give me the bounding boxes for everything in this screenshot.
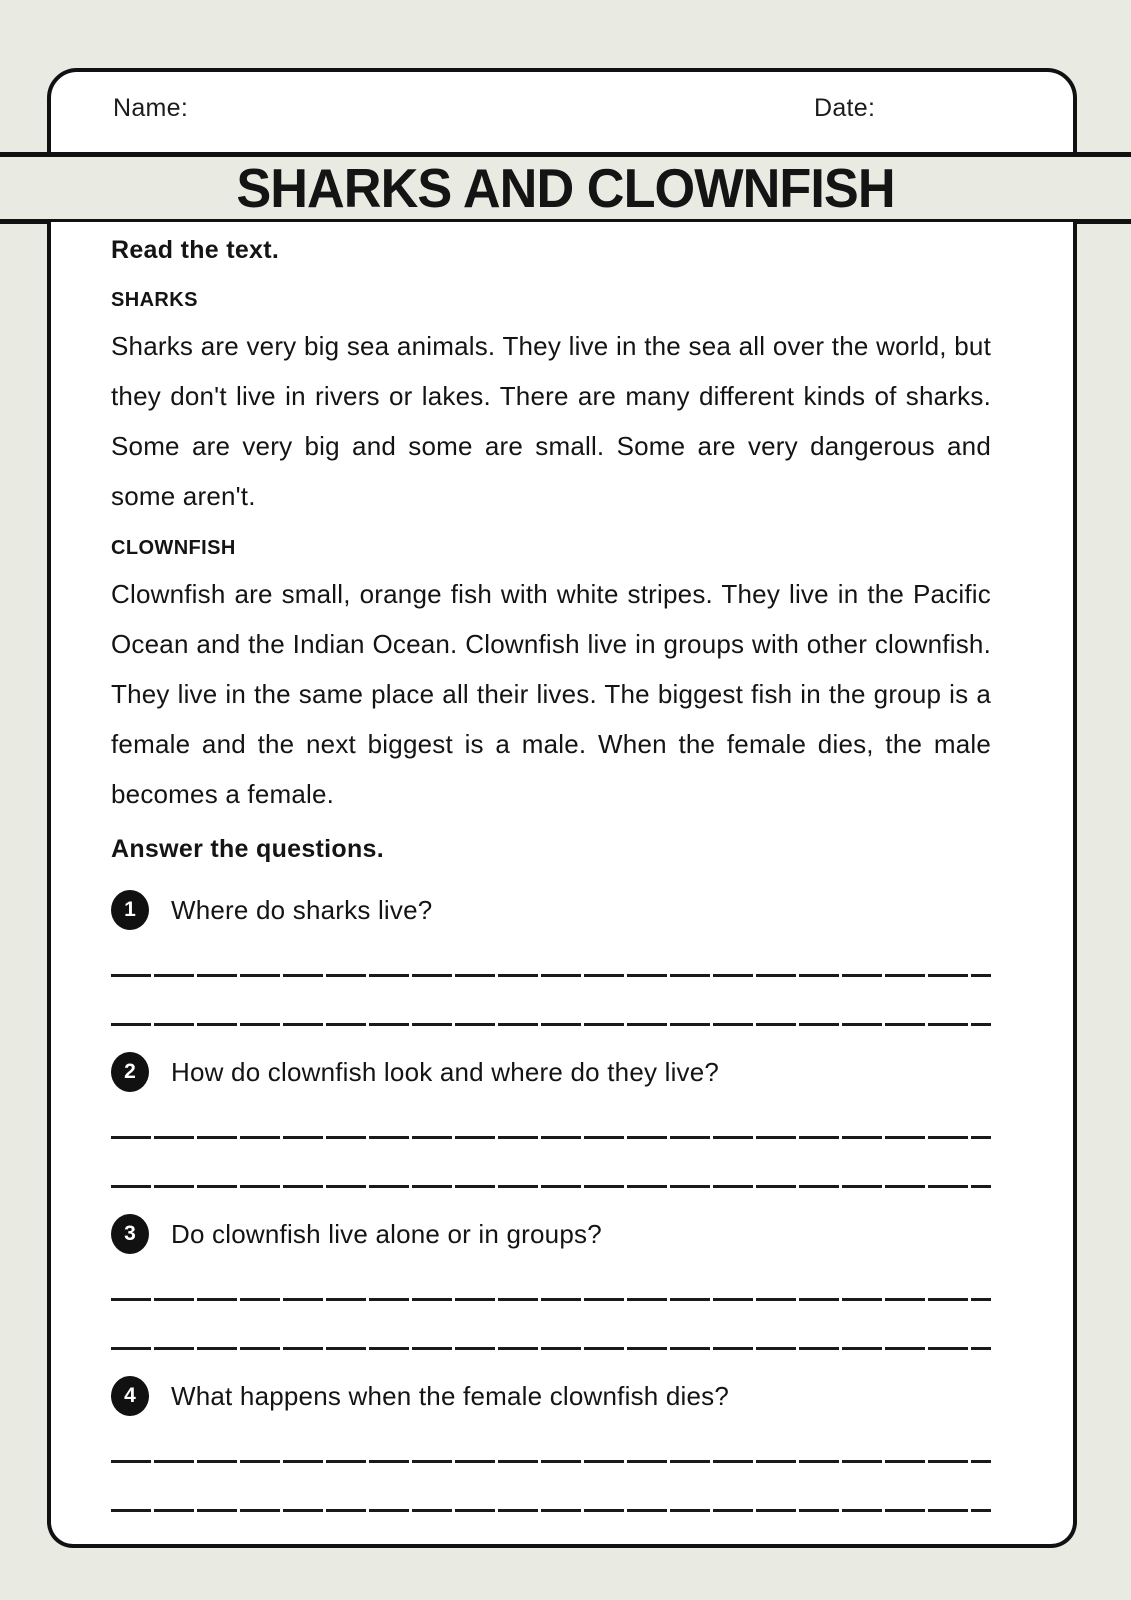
passage-text-sharks: Sharks are very big sea animals. They live in the sea all over the world, but they don't live in rivers or lakes. There are many different kinds of sharks. Some are very big and some are small. Some are very dangerous and some aren't. <box>111 331 991 511</box>
content-box <box>47 222 1077 1548</box>
question-2 <box>111 1052 991 1092</box>
question-3 <box>111 1214 991 1254</box>
question-4 <box>111 1376 991 1416</box>
worksheet-title: SHARKS AND CLOWNFISH <box>236 157 895 219</box>
question-3-answer-line-1[interactable] <box>111 1298 991 1301</box>
name-input-area[interactable] <box>201 90 761 124</box>
question-3-text: Do clownfish live alone or in groups? <box>171 1218 602 1249</box>
question-4-text: What happens when the female clownfish dies? <box>171 1380 730 1411</box>
question-4-answer-line-1[interactable] <box>111 1460 991 1463</box>
passage-text-clownfish: Clownfish are small, orange fish with white stripes. They live in the Pacific Ocean and the Indian Ocean. Clownfish live in groups with other clownfish. They live in the same place all their lives. The biggest fish in the group is a female and the next biggest is a male. When the female dies, the male becomes a female. <box>111 579 991 809</box>
question-3-number-badge: 3 <box>111 1214 149 1254</box>
title-band <box>0 152 1131 224</box>
question-1 <box>111 890 991 930</box>
question-1-answer-line-1[interactable] <box>111 974 991 977</box>
question-1-number-badge: 1 <box>111 890 149 930</box>
passage-heading-clownfish: CLOWNFISH <box>111 537 236 559</box>
question-3-answer-line-2[interactable] <box>111 1347 991 1350</box>
question-4-answer-line-2[interactable] <box>111 1509 991 1512</box>
question-2-number-badge: 2 <box>111 1052 149 1092</box>
name-label: Name: <box>113 94 189 122</box>
question-4-number-badge: 4 <box>111 1376 149 1416</box>
question-1-text: Where do sharks live? <box>171 894 433 925</box>
question-2-answer-line-2[interactable] <box>111 1185 991 1188</box>
question-1-answer-line-2[interactable] <box>111 1023 991 1026</box>
question-2-answer-line-1[interactable] <box>111 1136 991 1139</box>
answer-instruction: Answer the questions. <box>111 835 385 863</box>
date-label: Date: <box>814 94 876 122</box>
read-instruction: Read the text. <box>111 236 280 264</box>
question-2-text: How do clownfish look and where do they live? <box>171 1056 720 1087</box>
passage-heading-sharks: SHARKS <box>111 289 198 311</box>
date-input-area[interactable] <box>886 90 1066 124</box>
